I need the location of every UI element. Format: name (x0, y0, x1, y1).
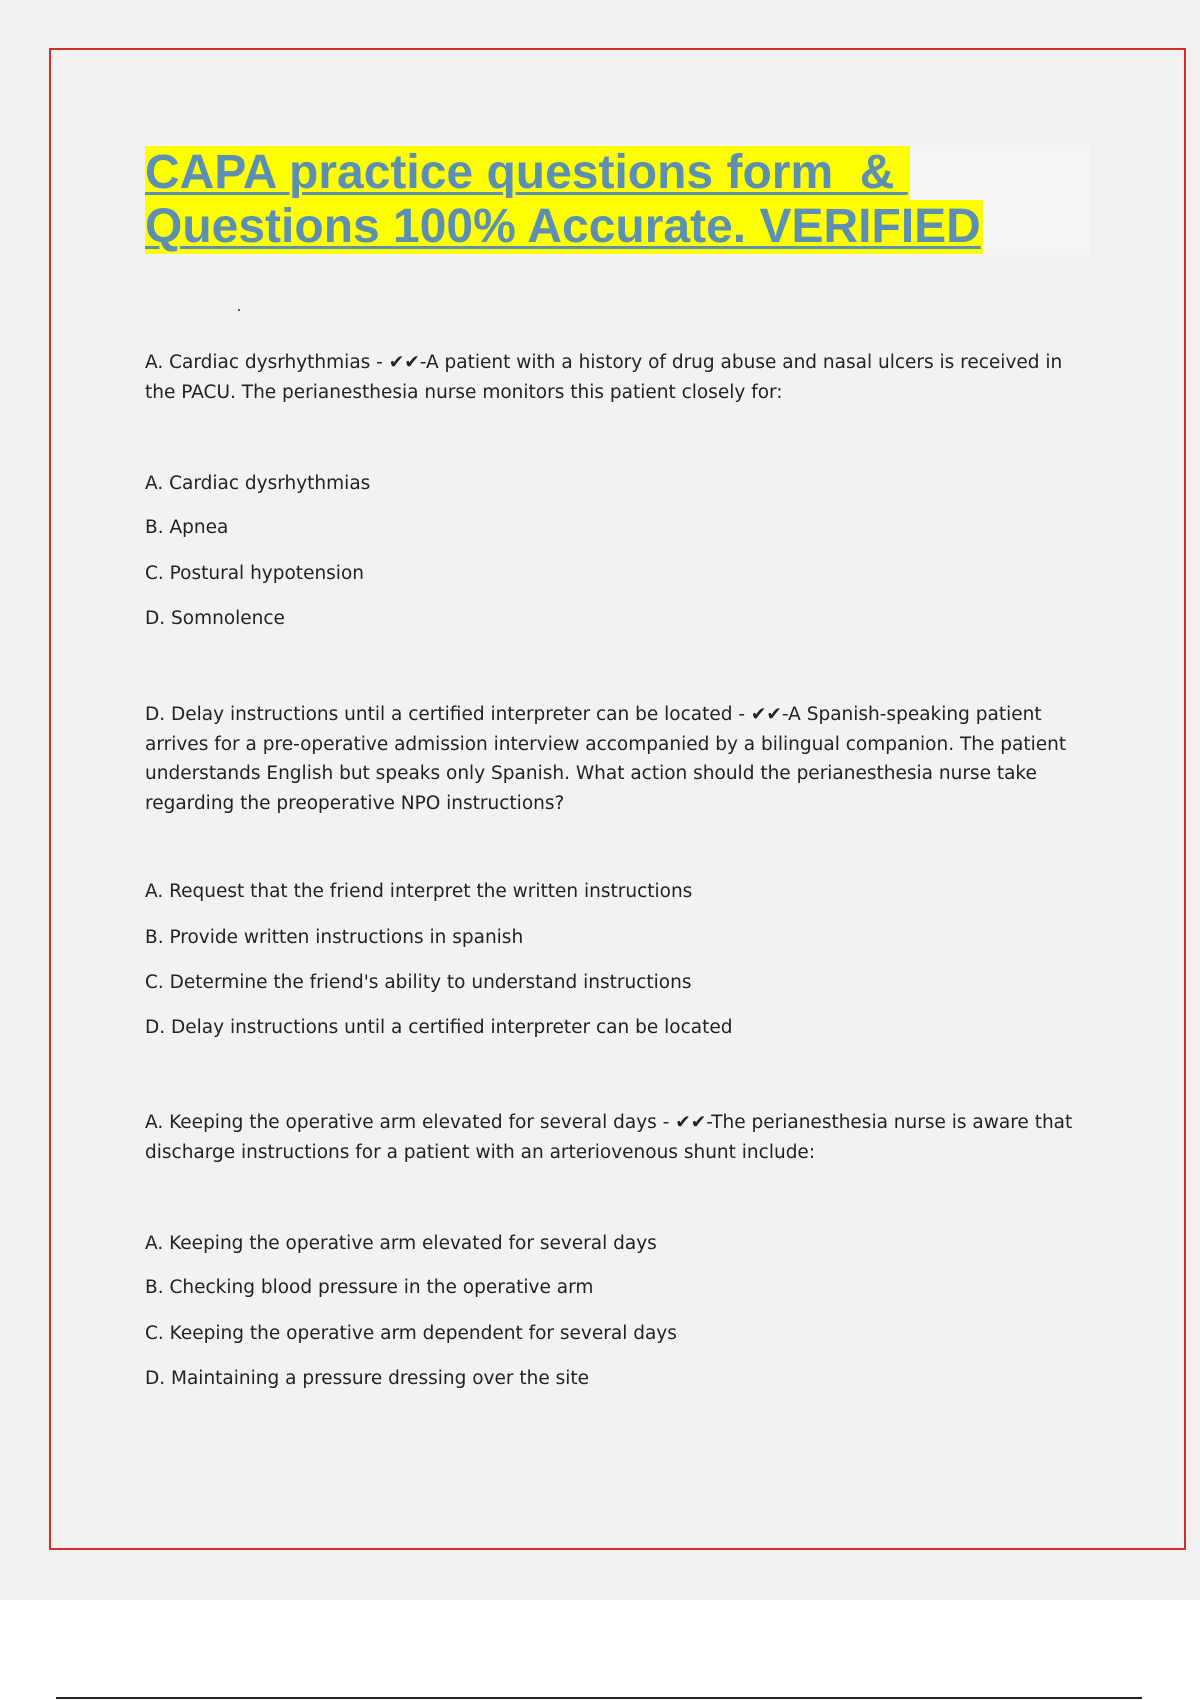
question-stem: A. Keeping the operative arm elevated for several days - ✔✔-The perianesthesia nurse is aware that discharge instructions for a patient with an arteriovenous shunt include: (145, 1112, 1073, 1163)
question-1-option-b: B. Apnea (145, 517, 229, 538)
question-3-option-d: D. Maintaining a pressure dressing over the site (145, 1368, 589, 1389)
question-2 (145, 700, 1095, 818)
question-1 (145, 348, 1095, 407)
question-2-option-a: A. Request that the friend interpret the written instructions (145, 881, 693, 902)
stray-mark (238, 309, 240, 311)
question-2-option-d: D. Delay instructions until a certified interpreter can be located (145, 1017, 733, 1038)
question-2-option-b: B. Provide written instructions in spanish (145, 927, 524, 948)
question-1-option-a: A. Cardiac dysrhythmias (145, 473, 371, 494)
question-3-option-b: B. Checking blood pressure in the operative arm (145, 1277, 594, 1298)
question-1-option-d: D. Somnolence (145, 608, 285, 629)
question-1-option-c: C. Postural hypotension (145, 563, 364, 584)
question-2-option-c: C. Determine the friend's ability to understand instructions (145, 972, 692, 993)
document-title-line-1: CAPA practice questions form & (145, 146, 908, 199)
question-3-option-a: A. Keeping the operative arm elevated for several days (145, 1233, 657, 1254)
question-stem: A. Cardiac dysrhythmias - ✔✔-A patient with a history of drug abuse and nasal ulcers is received in the PACU. The perianesthesia nurse monitors this patient closely for: (145, 352, 1063, 403)
question-3-option-c: C. Keeping the operative arm dependent for several days (145, 1323, 677, 1344)
question-stem: D. Delay instructions until a certified interpreter can be located - ✔✔-A Spanish-speaking patient arrives for a pre-operative admission interview accompanied by a bilingual companion. The patient understands English but speaks only Spanish. What action should the perianesthesia nurse take regarding the preoperative NPO instructions? (145, 704, 1067, 814)
footer-rule (56, 1697, 1142, 1699)
question-3 (145, 1108, 1095, 1167)
document-title-line-2: Questions 100% Accurate. VERIFIED (145, 200, 981, 253)
